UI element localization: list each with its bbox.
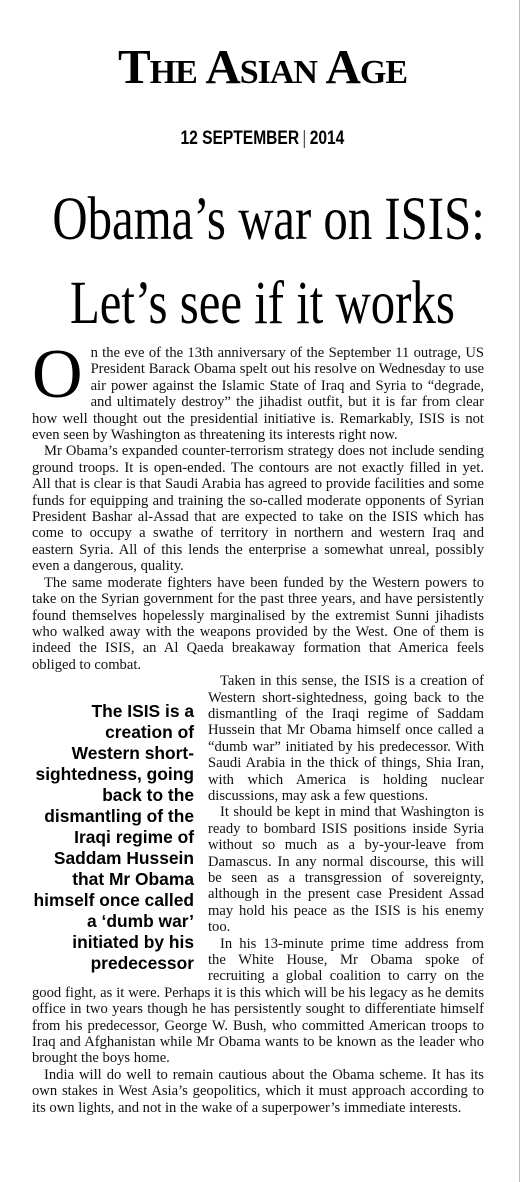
paragraph-3	[32, 575, 484, 673]
pull-quote: The ISIS is a creation of Western short-sightedness, going back to the dismantling of the Iraqi regime of Saddam Hussein that Mr Obama himself once called a ‘dumb war’ initiated by his predecessor	[33, 701, 194, 974]
dateline-date: 12 SEPTEMBER	[180, 128, 300, 149]
dateline-year: 2014	[309, 128, 345, 149]
paragraph-7: India will do well to remain cautious about the Obama scheme. It has its own stakes in West Asia’s geopolitics, which it must approach according to its own lights, and not in the wake of a superpower’s immediate interests.	[32, 1066, 484, 1116]
paragraph-2: Mr Obama’s expanded counter-terrorism strategy does not include sending ground troops. It is open-ended. The contours are not exactly filled in yet. All that is clear is that Saudi Arabia has agreed to provide facilities and some funds for equipping and training the so-called moderate opponents of Syrian President Bashar al-Assad that are expected to take on the ISIS which has come to occupy a swathe of territory in northern and western Iraq and eastern Syria. All of this lends the enterprise a somewhat unreal, possibly even a dangerous, quality.	[32, 443, 484, 575]
dateline	[47, 128, 478, 150]
paragraph-1	[32, 336, 484, 444]
paragraph-6: In his 13-minute prime time address from the White House, Mr Obama spoke of recruiting a global coalition to carry on the good fight, as it were. Perhaps it is this which will be his legacy as he demits office in two years though he has persistently sought to differentiate himself from his predecessor, George W. Bush, who committed American troops to Iraq and Afghanistan while Mr Obama wants to be known as the leader who brought the boys home.	[32, 935, 484, 1067]
paragraph-5: It should be kept in mind that Washington is ready to bombard ISIS positions inside Syria without so much as a by-your-leave from Damascus. In any normal discourse, this will be seen as a transgression of sovereignty, although in the present case President Assad may hold his peace as the ISIS is his enemy too.	[208, 804, 484, 936]
page-edge-rule	[519, 0, 520, 1182]
paragraph-1-text: n the eve of the 13th anniversary of the September 11 outrage, US President Barack Obama spelt out his resolve on Wednesday to use air power against the Islamic State of Iraq and Syria to “degrade, and ultimately destroy” the jihadist outfit, but it is far from clear how well thought out the presidential initiative is. Remarkably, ISIS is not even seen by Washington as threatening its interests right now.	[32, 345, 484, 444]
dateline-separator: |	[302, 128, 307, 149]
article-headline	[52, 178, 485, 346]
masthead-title: The Asian Age	[117, 39, 408, 94]
headline-line-1: Obama’s war on ISIS:	[52, 186, 485, 253]
paragraph-3-text: The same moderate fighters have been funded by the Western powers to take on the Syrian government for the past three years, and have persistently found themselves hopelessly marginalised by the extremist Sunni jihadists who walked away with the weapons provided by the West. One of them is indeed the ISIS, an Al Qaeda breakaway formation that America feels obliged to combat.	[32, 574, 484, 673]
paragraph-4: Taken in this sense, the ISIS is a creation of Western short-sightedness, going back to the dismantling of the Iraqi regime of Saddam Hussein that Mr Obama himself once called a “dumb war” initiated by his predecessor. With Saudi Arabia in the thick of things, Shia Iran, with which America is holding nuclear discussions, may ask a few questions.	[208, 673, 484, 804]
headline-line-2: Let’s see if it works	[69, 270, 455, 337]
drop-cap: O	[32, 336, 83, 413]
article-body	[32, 336, 484, 1116]
